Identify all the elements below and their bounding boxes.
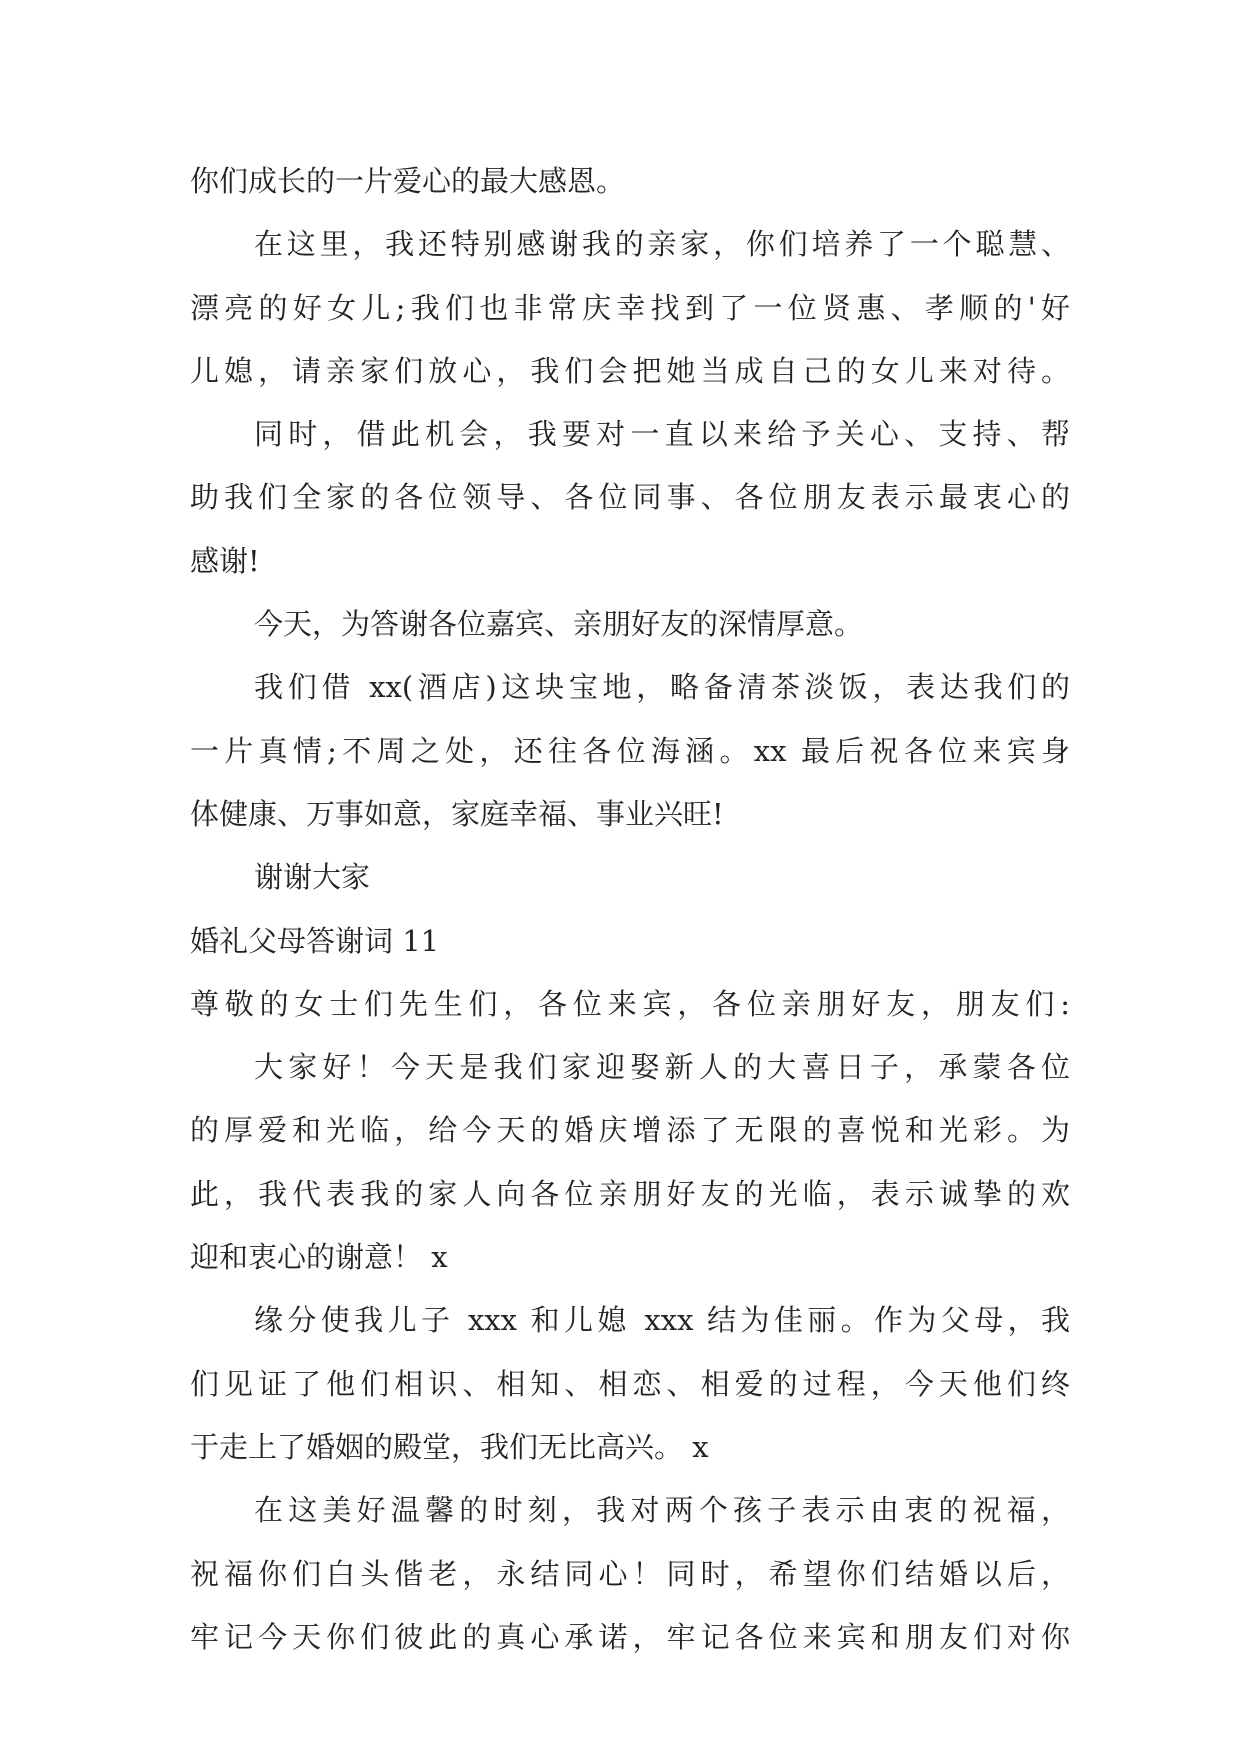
paragraph-start-line: 我们借 xx(酒店)这块宝地，略备清茶淡饭，表达我们的 — [254, 670, 1070, 705]
text-line: 的厚爱和光临，给今天的婚庆增添了无限的喜悦和光彩。为 — [190, 1113, 1070, 1148]
section-heading: 婚礼父母答谢词 11 — [190, 923, 440, 958]
text-line: 一片真情;不周之处，还往各位海涵。xx 最后祝各位来宾身 — [190, 733, 1070, 768]
paragraph-start-line: 缘分使我儿子 xxx 和儿媳 xxx 结为佳丽。作为父母，我 — [254, 1303, 1070, 1338]
text-line: 祝福你们白头偕老，永结同心！同时，希望你们结婚以后， — [190, 1556, 1070, 1591]
text-line: 此，我代表我的家人向各位亲朋好友的光临，表示诚挚的欢 — [190, 1176, 1070, 1211]
salutation-line: 尊敬的女士们先生们，各位来宾，各位亲朋好友，朋友们: — [190, 986, 1070, 1021]
text-line: 牢记今天你们彼此的真心承诺，牢记各位来宾和朋友们对你 — [190, 1619, 1070, 1654]
text-line: 感谢! — [190, 543, 260, 578]
text-line: 体健康、万事如意，家庭幸福、事业兴旺! — [190, 796, 724, 831]
paragraph-start-line: 在这美好温馨的时刻，我对两个孩子表示由衷的祝福， — [254, 1493, 1070, 1528]
text-line: 于走上了婚姻的殿堂，我们无比高兴。 x — [190, 1429, 709, 1464]
text-line: 迎和衷心的谢意！ x — [190, 1240, 448, 1275]
document-body — [190, 150, 1070, 1669]
text-line: 漂亮的好女儿;我们也非常庆幸找到了一位贤惠、孝顺的'好 — [190, 290, 1070, 325]
text-line: 你们成长的一片爱心的最大感恩。 — [190, 164, 626, 198]
text-line: 助我们全家的各位领导、各位同事、各位朋友表示最衷心的 — [190, 480, 1070, 515]
paragraph-start-line: 谢谢大家 — [254, 860, 371, 895]
paragraph-start-line: 在这里，我还特别感谢我的亲家，你们培养了一个聪慧、 — [254, 227, 1070, 262]
paragraph-start-line: 今天，为答谢各位嘉宾、亲朋好友的深情厚意。 — [254, 607, 864, 642]
paragraph-start-line: 同时，借此机会，我要对一直以来给予关心、支持、帮 — [254, 417, 1070, 452]
text-line: 们见证了他们相识、相知、相恋、相爱的过程，今天他们终 — [190, 1366, 1070, 1401]
text-line: 儿媳，请亲家们放心，我们会把她当成自己的女儿来对待。 — [190, 353, 1070, 388]
paragraph-start-line: 大家好！今天是我们家迎娶新人的大喜日子，承蒙各位 — [254, 1050, 1070, 1085]
